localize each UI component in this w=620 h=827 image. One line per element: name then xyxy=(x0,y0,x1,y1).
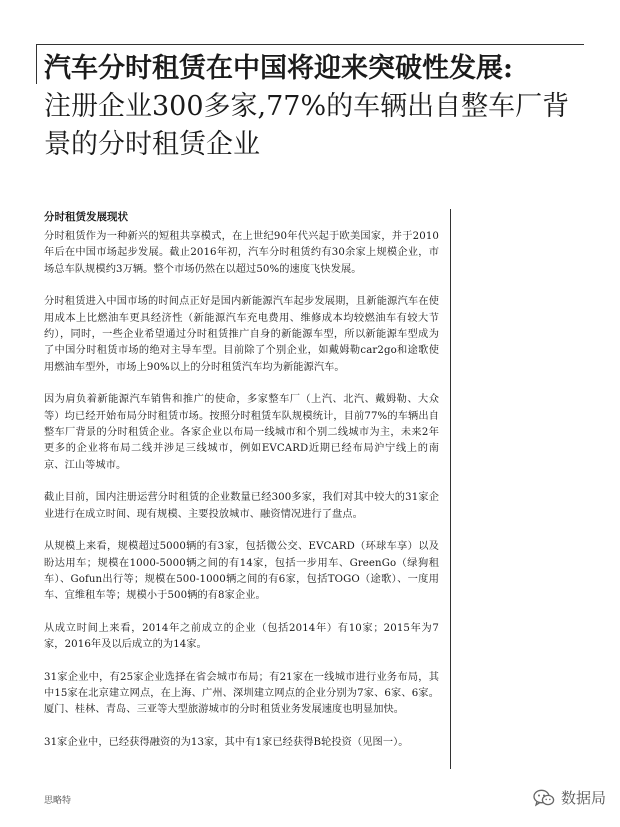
watermark-text: 数据局 xyxy=(560,789,606,807)
footer-source-label: 思略特 xyxy=(44,796,72,806)
top-rule xyxy=(36,44,584,45)
paragraph: 分时租赁进入中国市场的时间点正好是国内新能源汽车起步发展期，且新能源汽车在使用成本上比燃油车更具经济性（新能源汽车充电费用、维修成本均较燃油车有较大节约），同时，一些企业希望通过分时租赁推广自身的新能源车型，所以新能源车型成为了中国分时租赁市场的绝对主导车型。目前除了个别企业，如戴姆勒car2go和途歌使用燃油车型外，市场上90%以上的分时租赁汽车均为新能源汽车。 xyxy=(44,296,439,373)
paragraph: 分时租赁作为一种新兴的短租共享模式，在上世纪90年代兴起于欧美国家，并于2010年后在中国市场起步发展。截止2016年初，汽车分时租赁约有30余家上规模企业，市场总车队规模约3万辆。整个市场仍然在以超过50%的速度飞快发展。 xyxy=(44,231,439,275)
paragraph: 31家企业中，已经获得融资的为13家，其中有1家已经获得B轮投资（见图一）。 xyxy=(44,736,409,748)
wechat-icon xyxy=(533,789,555,807)
column-divider xyxy=(450,209,451,769)
paragraph: 31家企业中，有25家企业选择在省会城市布局；有21家在一线城市进行业务布局，其中15家在北京建立网点，在上海、广州、深圳建立网点的企业分别为7家、6家、6家。厦门、桂林、青岛、三亚等大型旅游城市的分时租赁业务发展速度也明显加快。 xyxy=(44,671,439,716)
left-rule xyxy=(36,44,37,84)
section-title: 分时租赁发展现状 xyxy=(44,211,128,223)
article-body xyxy=(44,229,439,767)
paragraph: 因为肩负着新能源汽车销售和推广的使命，多家整车厂（上汽、北汽、戴姆勒、大众等）均已经开始布局分时租赁市场。按照分时租赁车队规模统计，目前77%的车辆出自整车厂背景的分时租赁企业。各家企业以布局一线城市和个别二线城市为主，未来2年更多的企业将布局二线并涉足三线城市，例如EVCARD近期已经布局沪宁线上的南京、江山等城市。 xyxy=(44,394,439,471)
paragraph: 从规模上来看，规模超过5000辆的有3家，包括微公交、EVCARD（环球车享）以及盼达用车；规模在1000-5000辆之间的有14家，包括一步用车、GreenGo（绿狗租车）、Gofun出行等；规模在500-1000辆之间的有6家，包括TOGO（途歌）、一度用车、宜维租车等；规模小于500辆的有8家企业。 xyxy=(44,541,439,602)
headline-line-1: 汽车分时租赁在中国将迎来突破性发展: xyxy=(44,53,513,84)
paragraph: 从成立时间上来看，2014年之前成立的企业（包括2014年）有10家；2015年为7家，2016年及以后成立的为14家。 xyxy=(44,622,439,651)
headline xyxy=(44,50,584,164)
headline-line-2: 注册企业300多家,77%的车辆出自整车厂背景的分时租赁企业 xyxy=(44,91,570,160)
paragraph: 截止目前，国内注册运营分时租赁的企业数量已经300多家，我们对其中较大的31家企业进行在成立时间、现有规模、主要投放城市、融资情况进行了盘点。 xyxy=(44,492,439,520)
watermark xyxy=(533,787,606,808)
